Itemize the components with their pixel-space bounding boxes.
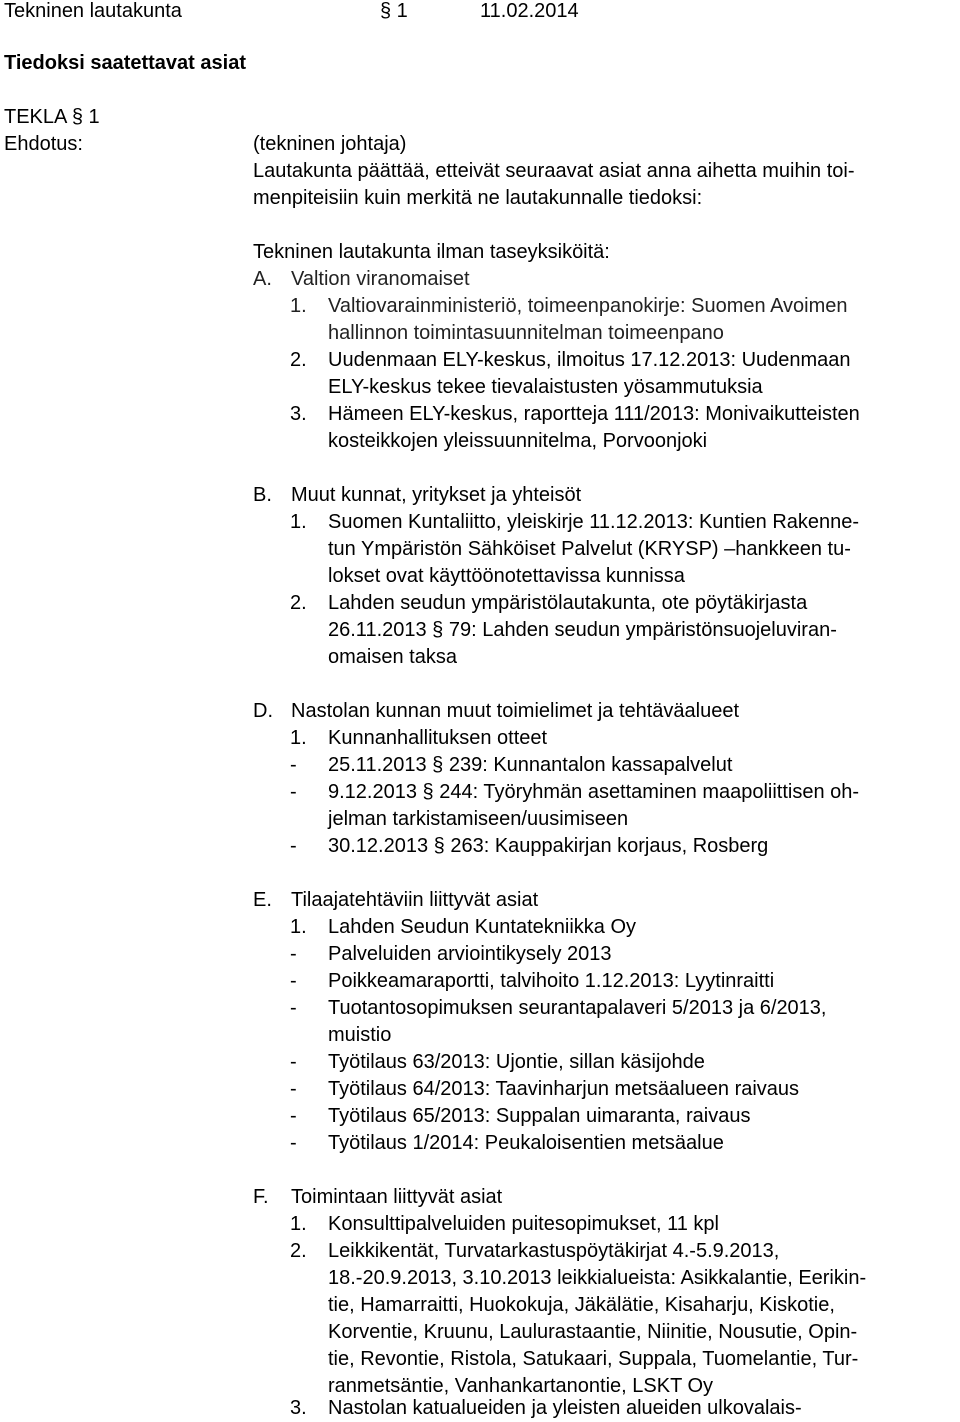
item-text: 30.12.2013 § 263: Kauppakirjan korjaus, Rosberg <box>328 835 769 857</box>
section-a-item-3 <box>290 401 860 428</box>
section-d-title: Nastolan kunnan muut toimielimet ja tehtäväalueet <box>291 700 740 722</box>
item-number: 2. <box>290 1240 307 1262</box>
header-date: 11.02.2014 <box>480 0 579 22</box>
section-f-item-2-cont-5: ranmetsäntie, Vanhankartanontie, LSKT Oy <box>328 1375 714 1397</box>
section-d-dash-2 <box>290 779 859 806</box>
item-text: Konsulttipalveluiden puitesopimukset, 11 kpl <box>328 1213 719 1235</box>
case-id: TEKLA § 1 <box>4 106 100 128</box>
item-text: 9.12.2013 § 244: Työryhmän asettaminen maapoliittisen oh- <box>328 781 860 803</box>
section-a-item-2-cont: ELY-keskus tekee tievalaistusten yösammutuksia <box>328 376 763 398</box>
proposal-label: Ehdotus: <box>4 133 83 155</box>
section-a-item-1 <box>290 293 848 320</box>
dash-bullet: - <box>290 1105 297 1127</box>
item-text: Suomen Kuntaliitto, yleiskirje 11.12.2013: Kuntien Rakenne- <box>328 511 860 533</box>
section-e-heading <box>253 887 538 914</box>
item-number: 3. <box>290 403 307 425</box>
dash-bullet: - <box>290 781 297 803</box>
section-e-dash-5 <box>290 1076 799 1103</box>
section-e-item-1 <box>290 914 636 941</box>
header-committee: Tekninen lautakunta <box>4 0 182 22</box>
item-text: Tuotantosopimuksen seurantapalaveri 5/2013 ja 6/2013, <box>328 997 827 1019</box>
section-d-dash-2-cont: jelman tarkistamiseen/uusimiseen <box>328 808 629 830</box>
dash-bullet: - <box>290 997 297 1019</box>
section-e-dash-3-cont: muistio <box>328 1024 392 1046</box>
item-number: 2. <box>290 592 307 614</box>
section-b-item-2-cont-2: omaisen taksa <box>328 646 457 668</box>
dash-bullet: - <box>290 943 297 965</box>
section-b-item-1-cont-2: lokset ovat käyttöönotettavissa kunnissa <box>328 565 685 587</box>
section-f-label: F. <box>253 1186 269 1208</box>
section-f-heading <box>253 1184 502 1211</box>
item-text: Työtilaus 64/2013: Taavinharjun metsäalueen raivaus <box>328 1078 800 1100</box>
item-text: Palveluiden arviointikysely 2013 <box>328 943 612 965</box>
section-d-item-1 <box>290 725 547 752</box>
section-e-dash-6 <box>290 1103 751 1130</box>
dash-bullet: - <box>290 1051 297 1073</box>
intro-line-1: Lautakunta päättää, etteivät seuraavat asiat anna aihetta muihin toi- <box>253 160 855 182</box>
section-f-item-1 <box>290 1211 719 1238</box>
section-d-label: D. <box>253 700 273 722</box>
proposer: (tekninen johtaja) <box>253 133 407 155</box>
dash-bullet: - <box>290 835 297 857</box>
dash-bullet: - <box>290 754 297 776</box>
item-number: 1. <box>290 295 307 317</box>
section-e-dash-7 <box>290 1130 724 1157</box>
section-a-heading <box>253 266 470 293</box>
section-d-dash-3 <box>290 833 768 860</box>
item-number: 1. <box>290 916 307 938</box>
item-number: 1. <box>290 1213 307 1235</box>
section-b-label: B. <box>253 484 272 506</box>
section-e-dash-1 <box>290 941 612 968</box>
item-text: Hämeen ELY-keskus, raportteja 111/2013: Monivaikutteisten <box>328 403 860 425</box>
subheading: Tekninen lautakunta ilman taseyksiköitä: <box>253 241 610 263</box>
section-a-item-1-cont: hallinnon toimintasuunnitelman toimeenpano <box>328 322 724 344</box>
section-f-item-2-cont-3: Korventie, Kruunu, Laulurastaantie, Niinitie, Nousutie, Opin- <box>328 1321 858 1343</box>
section-a-item-2 <box>290 347 851 374</box>
item-text: Työtilaus 1/2014: Peukaloisentien metsäalue <box>328 1132 724 1154</box>
section-b-item-2 <box>290 590 807 617</box>
section-e-dash-4 <box>290 1049 705 1076</box>
section-b-item-2-cont-1: 26.11.2013 § 79: Lahden seudun ympäristönsuojeluviran- <box>328 619 837 641</box>
section-b-item-1 <box>290 509 859 536</box>
section-e-dash-2 <box>290 968 774 995</box>
item-text: Poikkeamaraportti, talvihoito 1.12.2013: Lyytinraitti <box>328 970 775 992</box>
item-text: Valtiovarainministeriö, toimeenpanokirje: Suomen Avoimen <box>328 295 848 317</box>
item-text: Leikkikentät, Turvatarkastuspöytäkirjat 4.-5.9.2013, <box>328 1240 780 1262</box>
item-number: 3. <box>290 1397 307 1419</box>
section-a-item-3-cont: kosteikkojen yleissuunnitelma, Porvoonjoki <box>328 430 708 452</box>
section-f-title: Toimintaan liittyvät asiat <box>291 1186 503 1208</box>
page-title: Tiedoksi saatettavat asiat <box>4 52 246 74</box>
header-section-number: § 1 <box>380 0 408 22</box>
item-text: Uudenmaan ELY-keskus, ilmoitus 17.12.2013: Uudenmaan <box>328 349 851 371</box>
section-e-dash-3 <box>290 995 827 1022</box>
section-e-label: E. <box>253 889 272 911</box>
section-a-title: Valtion viranomaiset <box>291 268 470 290</box>
section-f-item-3 <box>290 1395 802 1422</box>
dash-bullet: - <box>290 1078 297 1100</box>
item-text: Lahden Seudun Kuntatekniikka Oy <box>328 916 636 938</box>
intro-line-2: menpiteisiin kuin merkitä ne lautakunnalle tiedoksi: <box>253 187 703 209</box>
item-number: 1. <box>290 727 307 749</box>
item-text: Lahden seudun ympäristölautakunta, ote pöytäkirjasta <box>328 592 808 614</box>
item-text: Työtilaus 63/2013: Ujontie, sillan käsijohde <box>328 1051 705 1073</box>
dash-bullet: - <box>290 1132 297 1154</box>
item-number: 1. <box>290 511 307 533</box>
section-f-item-2-cont-2: tie, Hamarraitti, Huokokuja, Jäkälätie, Kisaharju, Kiskotie, <box>328 1294 835 1316</box>
section-f-item-2 <box>290 1238 779 1265</box>
section-b-title: Muut kunnat, yritykset ja yhteisöt <box>291 484 582 506</box>
section-e-title: Tilaajatehtäviin liittyvät asiat <box>291 889 539 911</box>
section-f-item-2-cont-1: 18.-20.9.2013, 3.10.2013 leikkialueista: Asikkalantie, Eerikin- <box>328 1267 867 1289</box>
section-b-item-1-cont-1: tun Ympäristön Sähköiset Palvelut (KRYSP) –hankkeen tu- <box>328 538 851 560</box>
item-text: Nastolan katualueiden ja yleisten alueiden ulkovalais- <box>328 1397 802 1419</box>
item-text: Työtilaus 65/2013: Suppalan uimaranta, raivaus <box>328 1105 751 1127</box>
section-f-item-2-cont-4: tie, Revontie, Ristola, Satukaari, Suppala, Tuomelantie, Tur- <box>328 1348 859 1370</box>
section-d-heading <box>253 698 739 725</box>
section-a-label: A. <box>253 268 272 290</box>
item-number: 2. <box>290 349 307 371</box>
section-d-dash-1 <box>290 752 732 779</box>
item-text: 25.11.2013 § 239: Kunnantalon kassapalvelut <box>328 754 733 776</box>
section-b-heading <box>253 482 581 509</box>
item-text: Kunnanhallituksen otteet <box>328 727 548 749</box>
dash-bullet: - <box>290 970 297 992</box>
